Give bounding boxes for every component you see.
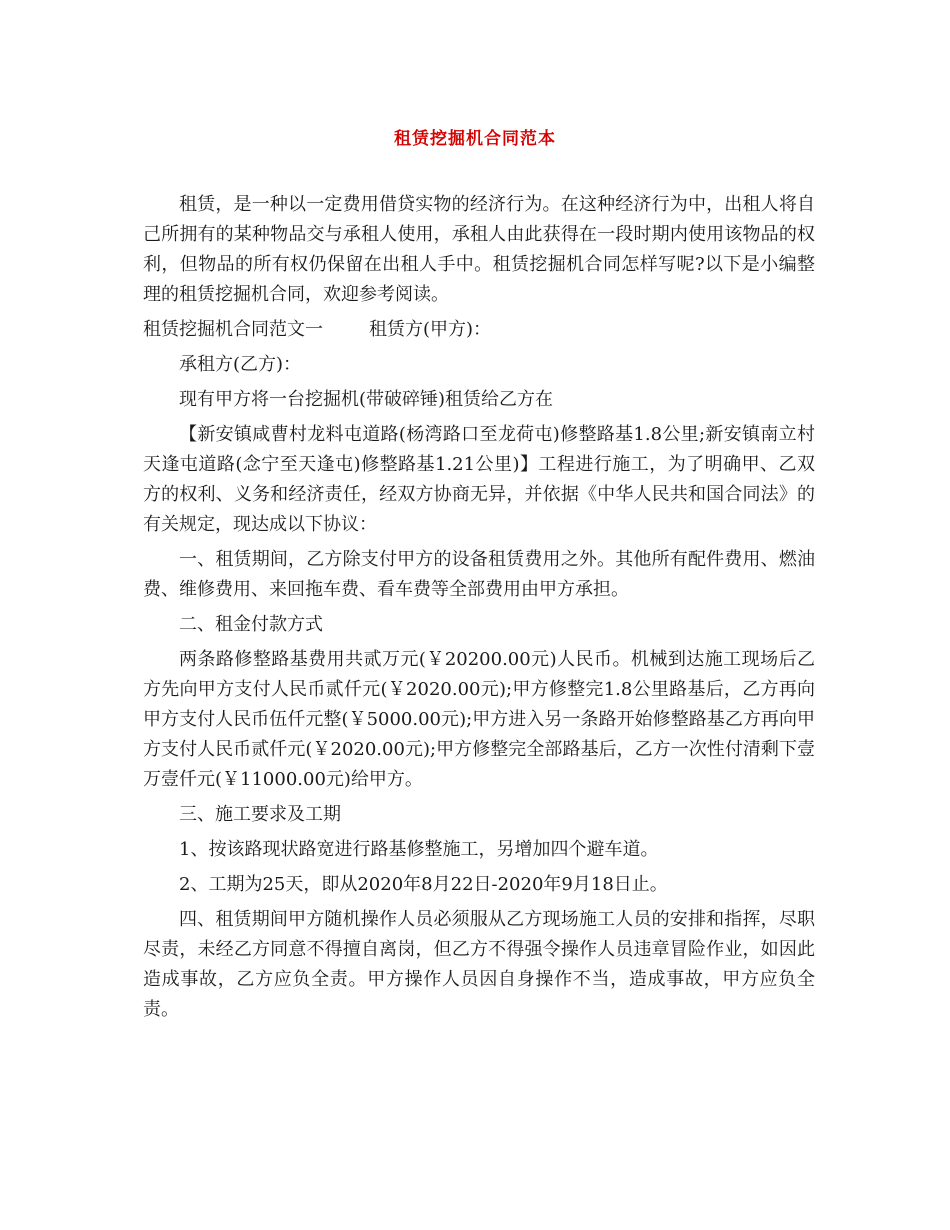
document-body xyxy=(143,190,815,1030)
lessor-label: 租赁方(甲方)： xyxy=(369,319,492,340)
sample-title: 租赁挖掘机合同范文一 xyxy=(143,319,323,340)
paragraph-party-b: 承租方(乙方)： xyxy=(179,354,302,375)
paragraph-clause-2-heading: 二、租金付款方式 xyxy=(179,614,323,635)
paragraph-intro: 租赁，是一种以一定费用借贷实物的经济行为。在这种经济行为中，出租人将自己所拥有的某种物品交与承租人使用，承租人由此获得在一段时期内使用该物品的权利，但物品的所有权仍保留在出租人手中。租赁挖掘机合同怎样写呢?以下是小编整理的租赁挖掘机合同，欢迎参考阅读。 xyxy=(143,194,815,305)
paragraph-clause-1: 一、租赁期间，乙方除支付甲方的设备租赁费用之外。其他所有配件费用、燃油费、维修费用、来回拖车费、看车费等全部费用由甲方承担。 xyxy=(143,549,815,600)
paragraph-sample-heading xyxy=(143,315,815,345)
paragraph-clause-2-body: 两条路修整路基费用共贰万元(￥20200.00元)人民币。机械到达施工现场后乙方先向甲方支付人民币贰仟元(￥2020.00元);甲方修整完1.8公里路基后，乙方再向甲方支付人民币伍仟元整(￥5000.00元);甲方进入另一条路开始修整路基乙方再向甲方支付人民币贰仟元(￥2020.00元);甲方修整完全部路基后，乙方一次性付清剩下壹万壹仟元(￥11000.00元)给甲方。 xyxy=(143,649,815,790)
paragraph-clause-3-item-1: 1、按该路现状路宽进行路基修整施工，另增加四个避车道。 xyxy=(179,839,659,860)
document-title: 租赁挖掘机合同范本 xyxy=(394,129,556,149)
paragraph-clause-3-item-2: 2、工期为25天，即从2020年8月22日-2020年9月18日止。 xyxy=(179,874,668,895)
paragraph-clause-4: 四、租赁期间甲方随机操作人员必须服从乙方现场施工人员的安排和指挥，尽职尽责，未经乙方同意不得擅自离岗，但乙方不得强令操作人员违章冒险作业，如因此造成事故，乙方应负全责。甲方操作人员因自身操作不当，造成事故，甲方应负全责。 xyxy=(143,909,815,1020)
paragraph-project-scope: 【新安镇咸曹村龙料屯道路(杨湾路口至龙荷屯)修整路基1.8公里;新安镇南立村天逢屯道路(念宁至天逢屯)修整路基1.21公里)】工程进行施工，为了明确甲、乙双方的权利、义务和经济责任，经双方协商无异，并依据《中华人民共和国合同法》的有关规定，现达成以下协议： xyxy=(143,424,815,535)
paragraph-lease-statement: 现有甲方将一台挖掘机(带破碎锤)租赁给乙方在 xyxy=(179,389,554,410)
paragraph-clause-3-heading: 三、施工要求及工期 xyxy=(179,804,341,825)
